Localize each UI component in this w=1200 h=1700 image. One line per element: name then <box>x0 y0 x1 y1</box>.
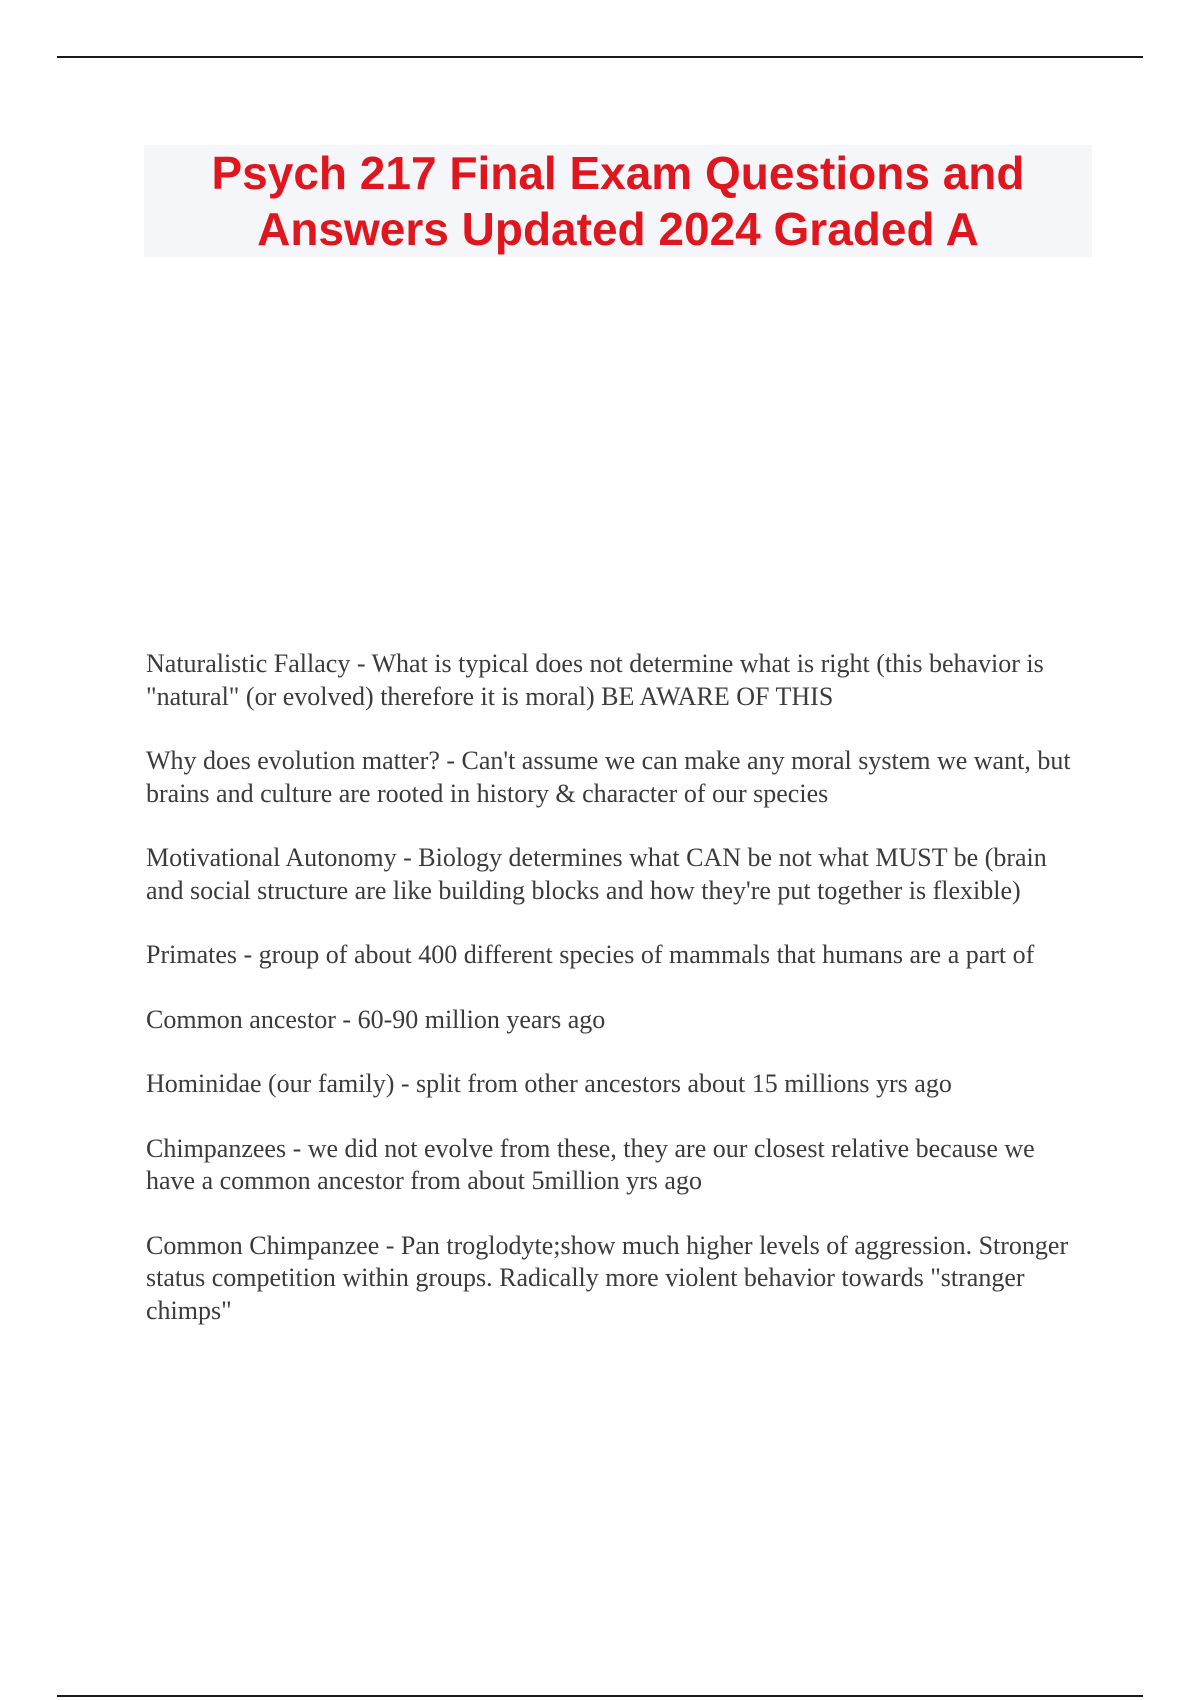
qa-list <box>146 648 1086 1359</box>
top-rule <box>57 56 1143 58</box>
title-banner <box>144 145 1092 257</box>
bottom-rule <box>57 1695 1143 1697</box>
title-line-1: Psych 217 Final Exam Questions and <box>211 147 1025 199</box>
qa-entry-primates: Primates - group of about 400 different species of mammals that humans are a part of <box>146 940 1035 969</box>
qa-entry-motivational-autonomy: Motivational Autonomy - Biology determines what CAN be not what MUST be (brain and social structure are like building blocks and how they're put together is flexible) <box>146 843 1047 905</box>
qa-entry-hominidae: Hominidae (our family) - split from other ancestors about 15 millions yrs ago <box>146 1069 952 1098</box>
qa-entry-why-evolution-matters: Why does evolution matter? - Can't assume we can make any moral system we want, but brains and culture are rooted in history & character of our species <box>146 746 1071 808</box>
qa-entry-chimpanzees: Chimpanzees - we did not evolve from these, they are our closest relative because we have a common ancestor from about 5million yrs ago <box>146 1133 1035 1195</box>
title-line-2: Answers Updated 2024 Graded A <box>257 203 979 255</box>
qa-entry-naturalistic-fallacy: Naturalistic Fallacy - What is typical does not determine what is right (this behavior is "natural" (or evolved) therefore it is moral) BE AWARE OF THIS <box>146 649 1044 711</box>
qa-entry-common-ancestor: Common ancestor - 60-90 million years ago <box>146 1004 606 1034</box>
qa-entry-common-chimpanzee: Common Chimpanzee - Pan troglodyte;show much higher levels of aggression. Stronger status competition within groups. Radically more violent behavior towards "stranger chimps" <box>146 1230 1069 1325</box>
